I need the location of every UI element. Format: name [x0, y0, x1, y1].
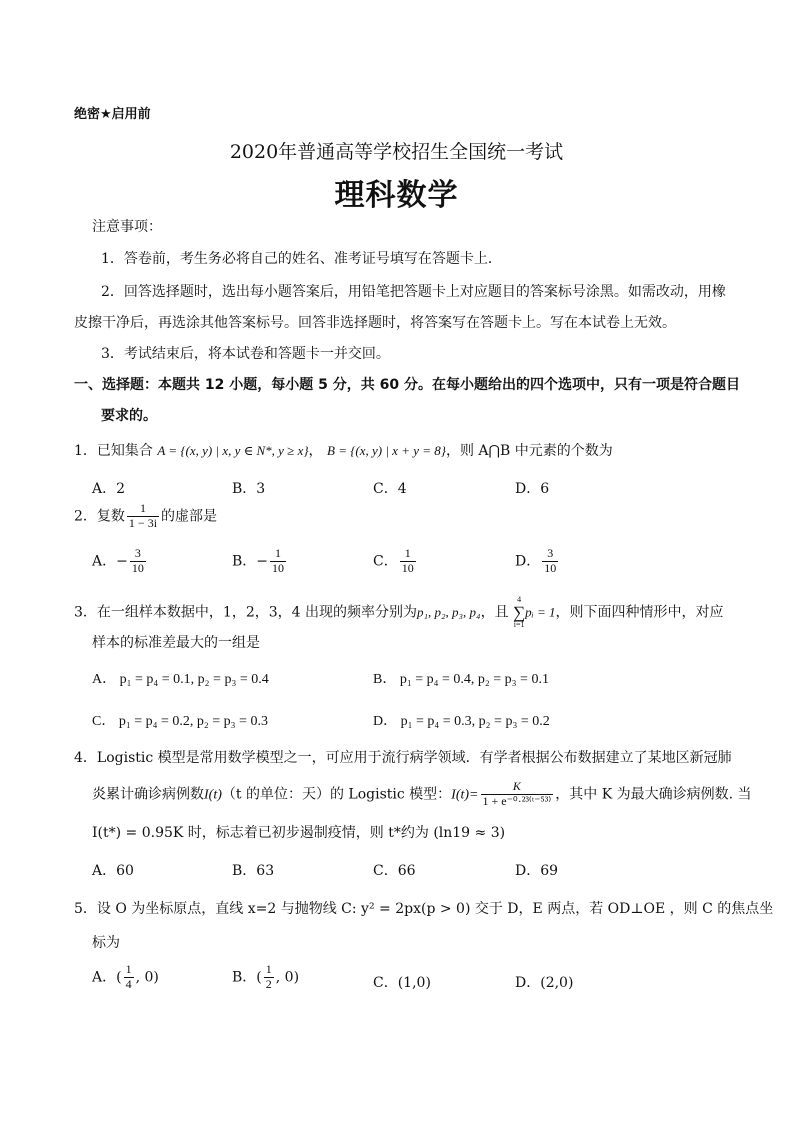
section-heading-cont: 要求的。	[101, 408, 157, 424]
q3-option-b[interactable]: B． p₁ = p₄ = 0.4, p₂ = p₃ = 0.1	[373, 672, 549, 687]
q5-option-a[interactable]: A．( $\frac{1}{4}$ , 0)	[92, 962, 159, 991]
exam-title: 2020年普通高等学校招生全国统一考试	[229, 141, 564, 163]
q1-option-c[interactable]: C．4	[373, 481, 407, 497]
note-item-2: 2．回答选择题时，选出每小题答案后，用铅笔把答题卡上对应题目的答案标号涂黑。如需改动，用橡	[101, 284, 726, 300]
note-item-1: 1．答卷前，考生务必将自己的姓名、准考证号填写在答题卡上．	[101, 251, 502, 267]
section-heading: 一、选择题：本题共 12 小题，每小题 5 分，共 60 分。在每小题给出的四个选项中，只有一项是符合题目	[74, 377, 740, 393]
q5-option-b[interactable]: B．( $\frac{1}{2}$ , 0)	[232, 962, 300, 991]
q1-option-a[interactable]: A．2	[92, 481, 126, 497]
question-4-line3: I(t*) = 0.95K 时，标志着已初步遏制疫情，则 t*约为 (ln19 ≈ 3)	[92, 825, 506, 841]
q4-option-a[interactable]: A．60	[92, 863, 134, 879]
q4-option-b[interactable]: B．63	[232, 863, 275, 879]
q3-option-a[interactable]: A． p₁ = p₄ = 0.1, p₂ = p₃ = 0.4	[92, 672, 269, 687]
q2-option-c[interactable]: C． $\frac{1}{10}$	[373, 546, 414, 575]
question-2: 2．复数 $\frac{1}{1 - 3i}$ 的虚部是	[74, 501, 218, 530]
q5-option-d[interactable]: D．(2,0)	[515, 975, 574, 991]
q4-option-d[interactable]: D．69	[515, 863, 559, 879]
q2-option-b[interactable]: B．− $\frac{1}{10}$	[232, 546, 285, 575]
logistic-fraction: $\frac{K}{\text{1 + e⁻⁰·²³⁽ᵗ⁻⁵³⁾}}$	[482, 779, 552, 808]
q3-option-c[interactable]: C． p₁ = p₄ = 0.2, p₂ = p₃ = 0.3	[92, 714, 268, 729]
secret-label: 绝密★启用前	[74, 107, 151, 122]
q2-option-a[interactable]: A．− $\frac{3}{10}$	[92, 546, 144, 575]
summation: 4 ∑ i=1	[513, 595, 526, 629]
q5-option-c[interactable]: C．(1,0)	[373, 975, 431, 991]
note-item-3: 3．考试结束后，将本试卷和答题卡一并交回。	[101, 346, 390, 362]
q1-option-b[interactable]: B．3	[232, 481, 266, 497]
question-5-cont: 标为	[92, 935, 120, 951]
notes-heading: 注意事项：	[92, 219, 162, 235]
question-3: 3．在一组样本数据中，1，2，3，4 出现的频率分别为p₁, p₂, p₃, p₄，且 4 ∑ i=1 pᵢ = 1，则下面四种情形中，对应	[74, 595, 724, 629]
question-1: 1．已知集合 A = {(x, y) | x, y ∈ N*, y ≥ x}， B = {(x, y) | x + y = 8}，则 A⋂B 中元素的个数为	[74, 443, 613, 459]
question-4-line2: 炎累计确诊病例数I(t)（t 的单位：天）的 Logistic 模型：I(t)= $\frac{K}{\text{1 + e⁻⁰·²³⁽ᵗ⁻⁵³⁾}}$ ，其中 K 为最大确诊病例数. 当	[92, 779, 752, 808]
question-5: 5．设 O 为坐标原点，直线 x=2 与抛物线 C: y² = 2px(p > 0) 交于 D，E 两点，若 OD⊥OE ，则 C 的焦点坐	[74, 901, 774, 917]
q2-option-d[interactable]: D． $\frac{3}{10}$	[515, 546, 557, 575]
subject-title: 理科数学	[334, 178, 459, 213]
question-3-cont: 样本的标准差最大的一组是	[92, 635, 260, 651]
q1-option-d[interactable]: D．6	[515, 481, 550, 497]
q2-fraction: $\frac{1}{1 - 3i}$	[128, 501, 158, 530]
note-item-2-cont: 皮擦干净后，再选涂其他答案标号。回答非选择题时，将答案写在答题卡上。写在本试卷上无效。	[74, 315, 676, 331]
question-4: 4．Logistic 模型是常用数学模型之一，可应用于流行病学领域．有学者根据公布数据建立了某地区新冠肺	[74, 750, 732, 766]
q4-option-c[interactable]: C．66	[373, 863, 416, 879]
q3-option-d[interactable]: D． p₁ = p₄ = 0.3, p₂ = p₃ = 0.2	[373, 714, 550, 729]
